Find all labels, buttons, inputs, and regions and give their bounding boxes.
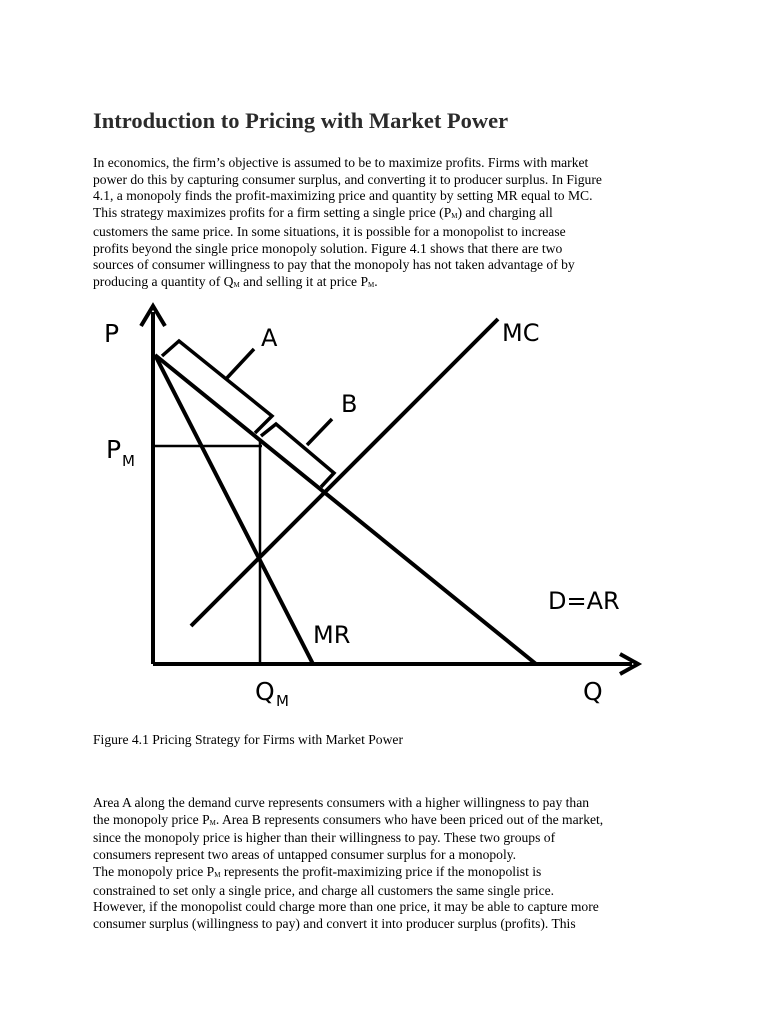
- mr-label: MR: [313, 621, 351, 649]
- bracket-b: [261, 424, 334, 487]
- text-run: .: [374, 273, 378, 289]
- figure-caption: Figure 4.1 Pricing Strategy for Firms with Market Power: [93, 732, 403, 747]
- text-line: consumers represent two areas of untapped consumer surplus for a monopoly.: [93, 847, 517, 863]
- marginal-revenue-curve: [155, 355, 313, 664]
- subscript: M: [233, 280, 240, 289]
- text-line: customers the same price. In some situations, it is possible for a monopolist to increase: [93, 223, 566, 239]
- text-run: represents the profit-maximizing price if the monopolist is: [220, 863, 542, 879]
- text-line: power do this by capturing consumer surplus, and converting it to producer surplus. In Figure: [93, 171, 602, 187]
- page-title: Introduction to Pricing with Market Power: [93, 108, 509, 133]
- explanation-paragraph: [93, 795, 683, 933]
- text-line: constrained to set only a single price, and charge all customers the same single price.: [93, 882, 555, 898]
- mc-label: MC: [502, 319, 540, 347]
- subscript: M: [368, 280, 375, 289]
- subscript: M: [214, 870, 221, 879]
- text-run: . Area B represents consumers who have been priced out of the market,: [215, 811, 604, 827]
- subscript: M: [209, 818, 216, 827]
- text-line: However, if the monopolist could charge more than one price, it may be able to capture more: [93, 899, 599, 915]
- pm-label: P: [106, 435, 122, 464]
- text-run: the monopoly price P: [93, 811, 210, 827]
- x-axis-label: Q: [583, 677, 603, 706]
- text-line: consumer surplus (willingness to pay) and convert it into producer surplus (profits). This: [93, 915, 576, 931]
- text-line: Area A along the demand curve represents consumers with a higher willingness to pay than: [93, 795, 590, 810]
- text-run: This strategy maximizes profits for a firm setting a single price (P: [93, 205, 452, 221]
- y-axis-label: P: [104, 319, 120, 348]
- area-a-label: A: [261, 324, 278, 352]
- subscript: M: [451, 212, 458, 221]
- text-line: [93, 864, 683, 883]
- demand-ar-label: D=AR: [548, 587, 620, 615]
- text-line: since the monopoly price is higher than their willingness to pay. These two groups of: [93, 830, 556, 846]
- text-run: The monopoly price P: [93, 863, 215, 879]
- text-line: In economics, the firm’s objective is assumed to be to maximize profits. Firms with market: [93, 155, 589, 170]
- qm-label: Q: [255, 677, 275, 706]
- text-run: ) and charging all: [457, 205, 553, 221]
- bracket-b-pointer: [307, 419, 332, 445]
- bracket-a-pointer: [226, 349, 254, 379]
- text-line: [93, 812, 683, 831]
- text-line: sources of consumer willingness to pay that the monopoly has not taken advantage of by: [93, 257, 575, 273]
- text-run: and selling it at price P: [239, 273, 369, 289]
- area-b-label: B: [341, 390, 358, 418]
- text-run: producing a quantity of Q: [93, 273, 234, 289]
- text-line: profits beyond the single price monopoly solution. Figure 4.1 shows that there are two: [93, 240, 563, 256]
- text-line: 4.1, a monopoly finds the profit-maximizing price and quantity by setting MR equal to MC.: [93, 188, 593, 204]
- bracket-a: [162, 341, 272, 433]
- qm-label-subscript: M: [276, 692, 289, 710]
- pm-label-subscript: M: [122, 452, 135, 470]
